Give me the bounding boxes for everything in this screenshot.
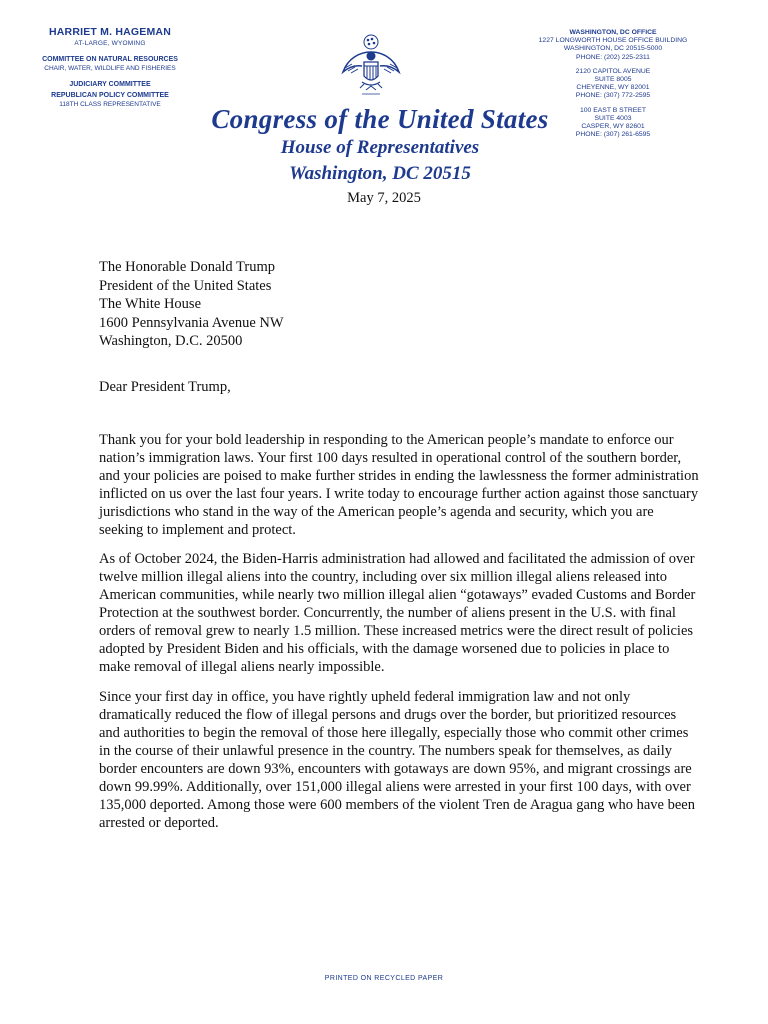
letterhead (190, 104, 570, 186)
committee-republican-policy: REPUBLICAN POLICY COMMITTEE (51, 92, 169, 99)
office-phone: PHONE: (307) 772-2595 (575, 92, 651, 100)
committee-republican-policy-role: 118TH CLASS REPRESENTATIVE (59, 101, 161, 108)
recycled-paper-note: PRINTED ON RECYCLED PAPER (324, 975, 444, 982)
recipient-line: Washington, D.C. 20500 (99, 333, 243, 349)
recipient-line: 1600 Pennsylvania Avenue NW (99, 314, 284, 331)
office-line2: CHEYENNE, WY 82001 (576, 84, 650, 92)
office-title: WASHINGTON, DC OFFICE (569, 29, 657, 36)
body-paragraph-2: As of October 2024, the Biden-Harris administration had allowed and facilitated the admission of over twelve million illegal aliens into the country, including over six million illegal aliens released into American communities, while nearly two million illegal alien “gotaways” evaded Customs and Border Protection at the southwest border. Concurrently, the number of aliens present in the U.S. with final orders of removal grew to nearly 1.5 million. These increased metrics were the direct result of policies adopted by President Biden and his officials, with the damage worsened due to policies in place to make removal of illegal aliens nearly impossible. (99, 551, 696, 675)
office-line2: WASHINGTON, DC 20515-5000 (563, 45, 663, 53)
member-name: HARRIET M. HAGEMAN (48, 26, 171, 38)
office-title: 2120 CAPITOL AVENUE (575, 67, 651, 75)
office-line1: SUITE 4003 (594, 114, 632, 122)
salutation: Dear President Trump, (99, 379, 231, 395)
office-phone: PHONE: (202) 225-2311 (576, 53, 650, 61)
office-addresses (538, 29, 688, 145)
office-casper (538, 107, 688, 140)
recipient-address (99, 258, 699, 351)
letterhead-house: House of Representatives (280, 137, 480, 158)
office-line1: SUITE 8005 (594, 76, 632, 84)
recipient-line: The Honorable Donald Trump (99, 259, 275, 275)
committee-judiciary: JUDICIARY COMMITTEE (69, 81, 151, 88)
body-paragraph-1: Thank you for your bold leadership in responding to the American people’s mandate to enforce our nation’s immigration laws. Your first 100 days resulted in operational control of the southern border, and your policies are poised to make further strides in ending the lawlessness the former administration inflicted on us over the last four years. I write today to encourage further action against those sanctuary jurisdictions who stand in the way of the American people’s agenda and security, which you are seeking to implement and protect. (99, 432, 699, 538)
great-seal-icon (340, 32, 402, 102)
committee-natural-resources: COMMITTEE ON NATURAL RESOURCES (42, 56, 178, 63)
committee-natural-resources-role: CHAIR, WATER, WILDLIFE AND FISHERIES (44, 65, 176, 72)
office-line1: 1227 LONGWORTH HOUSE OFFICE BUILDING (538, 37, 688, 45)
office-title: 100 EAST B STREET (580, 106, 646, 114)
recipient-line: The White House (99, 296, 202, 312)
office-cheyenne (538, 68, 688, 101)
member-district: AT-LARGE, WYOMING (74, 40, 146, 47)
member-info (30, 26, 190, 108)
letter-date: May 7, 2025 (347, 190, 421, 206)
letterhead-city: Washington, DC 20515 (289, 163, 471, 184)
office-phone: PHONE: (307) 261-6595 (575, 131, 651, 139)
office-dc (538, 29, 688, 62)
office-line2: CASPER, WY 82601 (581, 123, 645, 131)
letterhead-congress: Congress of the United States (211, 104, 549, 134)
recipient-line: President of the United States (99, 277, 272, 294)
body-paragraph-3: Since your first day in office, you have rightly upheld federal immigration law and not only dramatically reduced the flow of illegal persons and drugs over the border, but prioritized resources and authorities to begin the removal of those here illegally, especially those who commit other crimes in the course of their unlawful presence in the country. The numbers speak for themselves, as daily border encounters are down 93%, encounters with gotaways are down 95%, and migrant crossings are down 99.99%. Additionally, over 151,000 illegal aliens were arrested in your first 100 days, with over 135,000 deported. Among those were 600 members of the violent Tren de Aragua gang who have been arrested or deported. (99, 689, 695, 831)
